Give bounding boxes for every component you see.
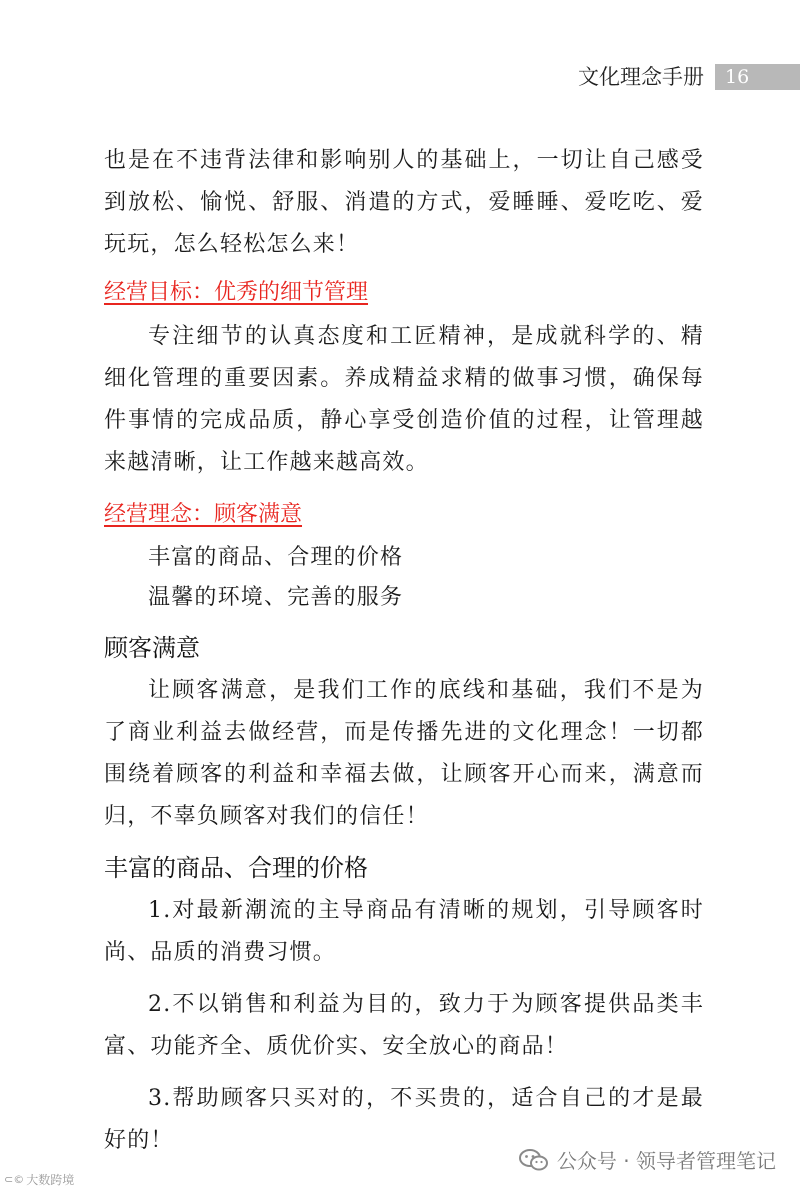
products-item: 1.对最新潮流的主导商品有清晰的规划，引导顾客时尚、品质的消费习惯。 [104, 898, 704, 965]
philosophy-line: 温馨的环境、完善的服务 [148, 585, 404, 610]
goal-heading: 经营目标：优秀的细节管理 [104, 280, 369, 305]
philosophy-line: 丰富的商品、合理的价格 [148, 545, 404, 570]
products-heading: 丰富的商品、合理的价格 [104, 854, 368, 882]
watermark-right-text: 公众号 · 领导者管理笔记 [556, 1149, 776, 1173]
goal-paragraph: 专注细节的认真态度和工匠精神，是成就科学的、精细化管理的重要因素。养成精益求精的做事习惯，确保每件事情的完成品质，静心享受创造价值的过程，让管理越来越清晰，让工作越来越高效。 [104, 324, 704, 475]
running-header [578, 63, 800, 91]
page-body [104, 140, 704, 1172]
watermark-left [4, 1171, 74, 1188]
header-title: 文化理念手册 [578, 65, 704, 89]
intro-paragraph: 也是在不违背法律和影响别人的基础上，一切让自己感受到放松、愉悦、舒服、消遣的方式，爱睡睡、爱吃吃、爱玩玩，怎么轻松怎么来！ [104, 148, 704, 257]
satisfaction-heading: 顾客满意 [104, 634, 200, 662]
watermark-right [519, 1145, 776, 1174]
satisfaction-paragraph: 让顾客满意，是我们工作的底线和基础，我们不是为了商业利益去做经营，而是传播先进的文化理念！一切都围绕着顾客的利益和幸福去做，让顾客开心而来，满意而归，不辜负顾客对我们的信任！ [104, 678, 704, 829]
watermark-logo-icon: ⊂© [4, 1173, 25, 1186]
philosophy-heading: 经营理念：顾客满意 [104, 502, 303, 527]
wechat-icon [519, 1148, 549, 1172]
watermark-left-text: 大数跨境 [26, 1173, 75, 1187]
page-number: 16 [712, 64, 800, 90]
products-item: 3.帮助顾客只买对的，不买贵的，适合自己的才是最好的！ [104, 1086, 704, 1153]
products-item: 2.不以销售和利益为目的，致力于为顾客提供品类丰富、功能齐全、质优价实、安全放心的商品！ [104, 992, 704, 1059]
